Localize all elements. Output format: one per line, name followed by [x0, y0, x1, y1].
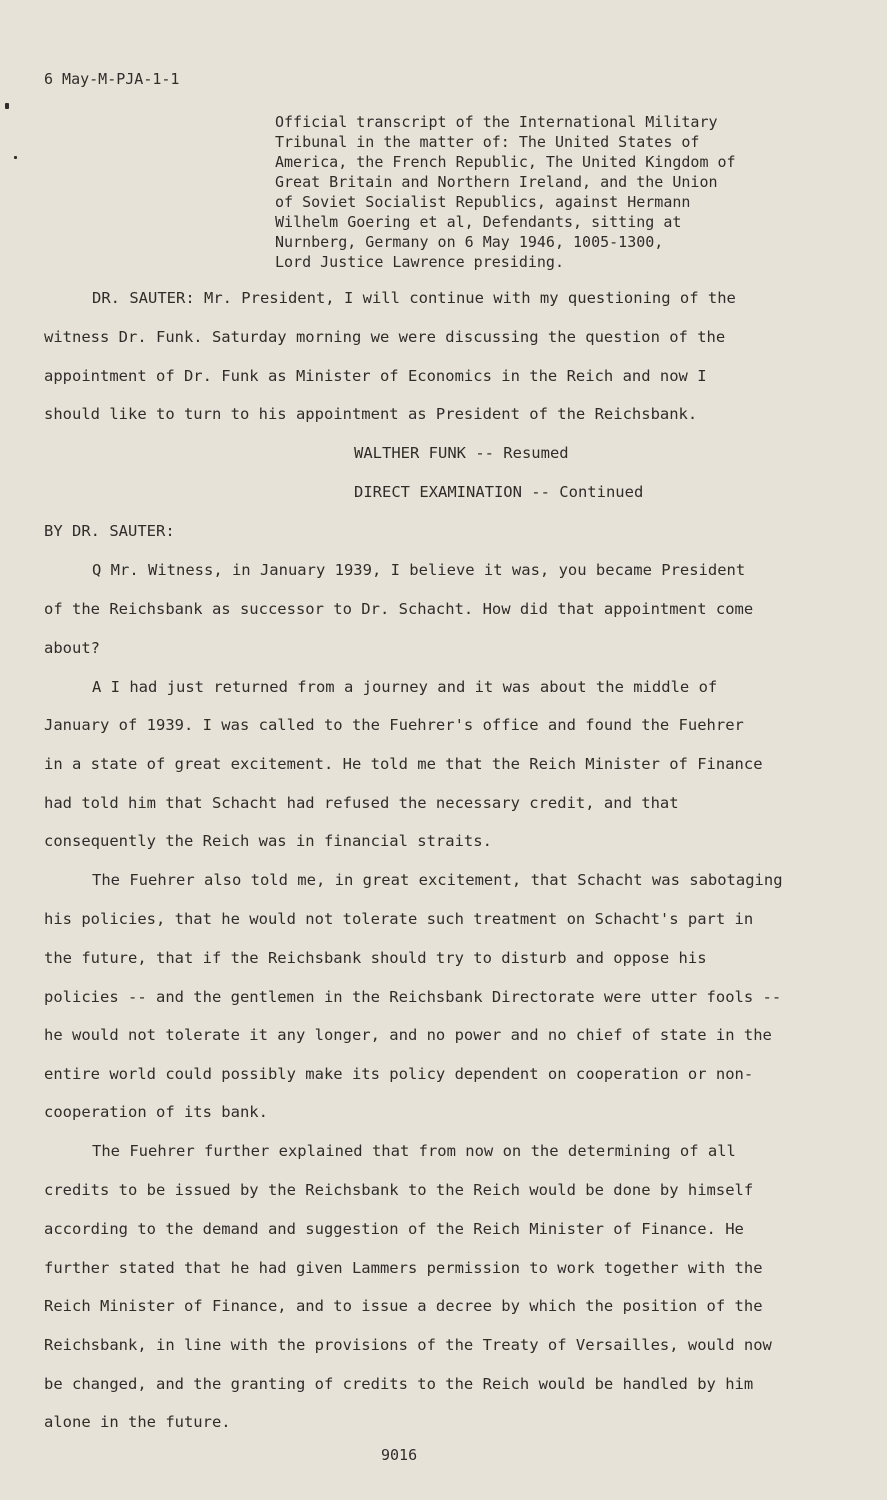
answer-line: in a state of great excitement. He told me that the Reich Minister of Finance	[44, 755, 763, 773]
answer-line: entire world could possibly make its policy dependent on cooperation or non-	[44, 1065, 754, 1083]
answer-line: his policies, that he would not tolerate such treatment on Schacht's part in	[44, 910, 754, 928]
witness-heading: WALTHER FUNK -- Resumed	[354, 444, 569, 462]
body-line: DR. SAUTER: Mr. President, I will continue with my questioning of the	[92, 289, 736, 307]
body-line: appointment of Dr. Funk as Minister of Economics in the Reich and now I	[44, 367, 707, 385]
margin-mark	[14, 156, 17, 159]
answer-line: The Fuehrer also told me, in great excitement, that Schacht was sabotaging	[92, 871, 783, 889]
header-line: Wilhelm Goering et al, Defendants, sitting at	[275, 213, 682, 231]
question-line: about?	[44, 639, 100, 657]
answer-line: Reich Minister of Finance, and to issue a decree by which the position of the	[44, 1297, 763, 1315]
header-line: Great Britain and Northern Ireland, and the Union	[275, 173, 718, 191]
transcript-header	[275, 112, 736, 272]
answer-line: consequently the Reich was in financial straits.	[44, 832, 492, 850]
question-line: of the Reichsbank as successor to Dr. Schacht. How did that appointment come	[44, 600, 754, 618]
examiner-line: BY DR. SAUTER:	[44, 522, 175, 540]
answer-line: January of 1939. I was called to the Fuehrer's office and found the Fuehrer	[44, 716, 744, 734]
header-line: Tribunal in the matter of: The United States of	[275, 133, 700, 151]
answer-line: The Fuehrer further explained that from now on the determining of all	[92, 1142, 736, 1160]
examination-heading: DIRECT EXAMINATION -- Continued	[354, 483, 644, 501]
answer-line: credits to be issued by the Reichsbank to the Reich would be done by himself	[44, 1181, 754, 1199]
header-line: Official transcript of the International Military	[275, 113, 718, 131]
answer-line: be changed, and the granting of credits to the Reich would be handled by him	[44, 1375, 754, 1393]
answer-line: he would not tolerate it any longer, and no power and no chief of state in the	[44, 1026, 772, 1044]
answer-line: the future, that if the Reichsbank should try to disturb and oppose his	[44, 949, 707, 967]
page-number: 9016	[381, 1446, 418, 1464]
document-id: 6 May-M-PJA-1-1	[44, 70, 180, 88]
margin-mark	[5, 103, 9, 109]
body-line: should like to turn to his appointment as President of the Reichsbank.	[44, 405, 698, 423]
header-line: of Soviet Socialist Republics, against Hermann	[275, 193, 691, 211]
answer-line: according to the demand and suggestion of the Reich Minister of Finance. He	[44, 1220, 744, 1238]
header-line: America, the French Republic, The United Kingdom of	[275, 153, 736, 171]
answer-line: further stated that he had given Lammers permission to work together with the	[44, 1259, 763, 1277]
body-line: witness Dr. Funk. Saturday morning we were discussing the question of the	[44, 328, 726, 346]
header-line: Nurnberg, Germany on 6 May 1946, 1005-1300,	[275, 233, 664, 251]
header-line: Lord Justice Lawrence presiding.	[275, 253, 564, 271]
answer-line: alone in the future.	[44, 1413, 231, 1431]
answer-line: A I had just returned from a journey and it was about the middle of	[92, 678, 718, 696]
answer-line: policies -- and the gentlemen in the Reichsbank Directorate were utter fools --	[44, 988, 782, 1006]
answer-line: cooperation of its bank.	[44, 1103, 268, 1121]
answer-line: Reichsbank, in line with the provisions of the Treaty of Versailles, would now	[44, 1336, 772, 1354]
answer-line: had told him that Schacht had refused the necessary credit, and that	[44, 794, 679, 812]
question-line: Q Mr. Witness, in January 1939, I believe it was, you became President	[92, 561, 746, 579]
